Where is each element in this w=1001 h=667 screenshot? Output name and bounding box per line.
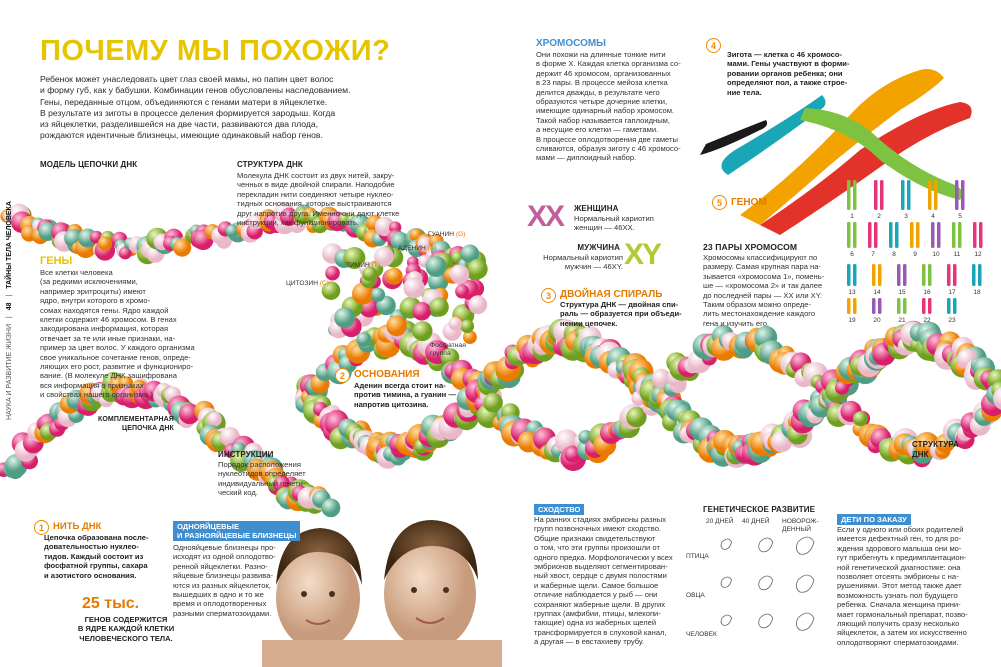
step-1-title: НИТЬ ДНК [53,521,102,532]
step-2-badge: 2 [335,368,350,383]
karyotype-number: 15 [898,289,906,296]
karyotype-number: 5 [958,213,962,220]
step-2-text: Аденин всегда стоит на- против тимина, а гуанин — напротив цитозина. [354,381,456,409]
order-text: Если у одного или обоих родителей имеется дефектный ген, то для ро- ждения здорового малыша они мо- гут прибегнуть к предимплантацион- ной генетической диагностике: она позволяет отсеять эмбрионы с на- рушениями. Этот метод также дает возможность узнать пол будущего ребенка. Сначала женщина прини- мает гормональный препарат, позво- ляющий получить сразу несколько яйцеклеток, а затем их искусственно оплодотворяют сперматозоидами. [837,525,968,647]
phosphate-label: Фосфатная группа [430,342,466,357]
similarity-text: На ранних стадиях эмбрионы разных групп позвоночных имеют сходство. Общие признаки свидетельствуют о том, что эти группы произошли от одного предка. Морфологически у всех эмбрионов выделяют сегментирован- ный хвост, сердце с двумя полостями и жаберные щели. Самое большое отличие наблюдается у рыб — они сохраняют жаберные щели. В других группах (амфибии, птицы, млекопи- тающие) одна из жаберных щелей трансформируется в слуховой канал, а другая — в евстахиеву трубу. [534,515,673,647]
development-col-20: 20 ДНЕЙ [706,518,734,525]
pairs23-title: 23 ПАРЫ ХРОМОСОМ [703,242,798,252]
step-3-badge: 3 [541,288,556,303]
side-section: ТАЙНЫ ТЕЛА ЧЕЛОВЕКА [6,201,13,289]
karyotype-number: 23 [948,317,956,324]
twins-photo [262,520,502,667]
step-4-badge: 4 [706,38,721,53]
woman-title: ЖЕНЩИНА [574,204,619,213]
step-2-title: ОСНОВАНИЯ [354,369,420,380]
dna-structure-corner-label: СТРУКТУРА ДНК [912,440,959,459]
intro-text: Ребенок может унаследовать цвет глаз своей мамы, но папин цвет волос и форму губ, как у бабушки. Комбинации генов обусловлены наследованием. Гены, переданные отцом, объединяются с генами матери в яйцеклетке. В результате из зиготы в процессе деления формируется зародыш. Когда из яйцеклетки, разделившейся на две части, развиваются два плода, рождаются идентичные близнецы, имеющие одинаковый набор генов. [40,74,351,141]
karyotype-number: 3 [904,213,908,220]
development-row-bird: ПТИЦА [686,553,709,560]
thymine-label: ТИМИН (T) [346,262,381,269]
adenine-label: АДЕНИН (A) [398,245,437,252]
karyotype-number: 6 [850,251,854,258]
karyotype-grid [843,180,993,330]
karyotype-number: 22 [923,317,931,324]
karyotype-number: 7 [871,251,875,258]
guanine-label: ГУАНИН (G) [428,231,466,238]
karyotype-number: 8 [892,251,896,258]
page-title: ПОЧЕМУ МЫ ПОХОЖИ? [40,35,391,67]
embryo-grid-illustration [710,530,830,650]
karyotype-number: 9 [913,251,917,258]
genome-badge: 5 [712,195,727,210]
step-3-title: ДВОЙНАЯ СПИРАЛЬ [560,289,663,300]
instructions-title: ИНСТРУКЦИИ [218,450,274,459]
twins-text: Однояйцевые близнецы про- исходят из одной оплодотво- ренной яйцеклетки. Разно- яйцевые близнецы развива- ются из разных яйцеклеток, вышедших в одно и то же время и оплодотворенных разными сперматозоидами. [173,543,276,618]
karyotype-number: 12 [974,251,982,258]
chromosomes-title: ХРОМОСОМЫ [536,38,606,49]
step-1-badge: 1 [34,520,49,535]
chromosomes-text: Они похожи на длинные тонкие нити в форме X. Каждая клетка организма со- держит 46 хромосом, организованных в 23 пары. В процессе мейоза клетка делится дважды, в результате чего образуются четыре дочерние клетки, имеющие одинарный набор хромосом. Такой набор называется гаплоидным, а несущие его клетки — гаметами. В процессе оплодотворения две гаметы сливаются, образуя зиготу с 46 хромосо- мами — диплоидный набор. [536,50,681,163]
karyotype-number: 16 [923,289,931,296]
instructions-text: Порядок расположения нуклеотидов определяет индивидуальный генети- ческий код. [218,460,306,498]
genes-title: ГЕНЫ [40,255,73,267]
dna-structure-text: Молекула ДНК состоит из двух нитей, закру- ченных в виде двойной спирали. Наподобие перекладин нити соединяют четыре нуклео- тидных основания, которые выстраиваются друг напротив друга. Именно они дают клетке инструкции, как функционировать. [237,171,400,228]
pairs23-text: Хромосомы классифицируют по размеру. Самая крупная пара на- зывается «хромосома 1», помень- ше — «хромосома 2» и так далее до последней пары — XX или XY. Таким образом можно опреде- лить местонахождение каждого гена и изучить его. [703,253,825,328]
karyotype-number: 21 [898,317,906,324]
gene-count-number: 25 тыс. [82,595,140,612]
woman-xx-glyph: XX [527,200,564,233]
karyotype-number: 17 [948,289,956,296]
karyotype-chromosomes [843,180,993,330]
side-page-num: 48 [6,302,13,311]
complementary-chain-label: КОМПЛЕМЕНТАРНАЯ ЦЕПОЧКА ДНК [98,416,174,432]
karyotype-number: 13 [848,289,856,296]
order-title: ДЕТИ ПО ЗАКАЗУ [837,514,911,525]
karyotype-number: 20 [873,317,881,324]
similarity-title: СХОДСТВО [534,504,584,515]
karyotype-number: 10 [932,251,940,258]
step-4-text: Зигота — клетка с 46 хромосо- мами. Гены участвуют в форми- ровании органов ребенка; они определяют пол, а также строе- ние тела. [727,50,850,97]
karyotype-number: 18 [973,289,981,296]
karyotype-number: 14 [873,289,881,296]
development-row-sheep: ОВЦА [686,592,705,599]
karyotype-number: 11 [953,251,961,258]
man-title: МУЖЧИНА [577,243,620,252]
cytosine-label: ЦИТОЗИН (C) [286,280,329,287]
genes-text: Все клетки человека (за редкими исключениями, например эритроциты) имеют ядро, внутри которого в хромо- сомах находятся гены. Ядро каждой клетки содержит 46 хромосом. В генах закодирована информация, которая отвечает за те или иные признаки, на- пример за цвет волос. У каждого организма свое уникальное сочетание генов, опреде- ляющих его рост, развитие и функциониро- вание. (В молекуле ДНК зашифрована вся информация о признаках и свойствах нашего организма.) [40,268,195,400]
dna-structure-title: СТРУКТУРА ДНК [237,160,303,169]
man-xy-glyph: XY [624,238,661,271]
karyotype-number: 2 [877,213,881,220]
karyotype-number: 4 [931,213,935,220]
step-3-text: Структура ДНК — двойная спи- раль — образуется при объеди- нении цепочек. [560,300,682,328]
development-row-human: ЧЕЛОВЕК [686,631,717,638]
genome-title: ГЕНОМ [731,197,767,208]
development-title: ГЕНЕТИЧЕСКОЕ РАЗВИТИЕ [703,505,816,514]
development-col-newborn: НОВОРОЖ- ДЕННЫЙ [782,518,819,533]
gene-count-text: ГЕНОВ СОДЕРЖИТСЯ В ЯДРЕ КАЖДОЙ КЛЕТКИ ЧЕЛОВЕЧЕСКОГО ТЕЛА. [77,615,175,643]
side-magazine: НАУКА И РАЗВИТИЕ ЖИЗНИ [6,324,13,420]
woman-text: Нормальный кариотип женщин — 46XX. [574,214,654,233]
dna-model-label: МОДЕЛЬ ЦЕПОЧКИ ДНК [40,160,138,169]
twins-title: ОДНОЯЙЦЕВЫЕ И РАЗНОЯЙЦЕВЫЕ БЛИЗНЕЦЫ [173,521,300,541]
step-1-text: Цепочка образована после- довательностью нуклео- тидов. Каждый состоит из фосфатной группы, сахара и азотистого основания. [44,533,149,580]
man-text: Нормальный кариотип мужчин — 46XY. [543,253,623,272]
development-col-40: 40 ДНЕЙ [742,518,770,525]
karyotype-number: 1 [850,213,854,220]
karyotype-number: 19 [848,317,856,324]
